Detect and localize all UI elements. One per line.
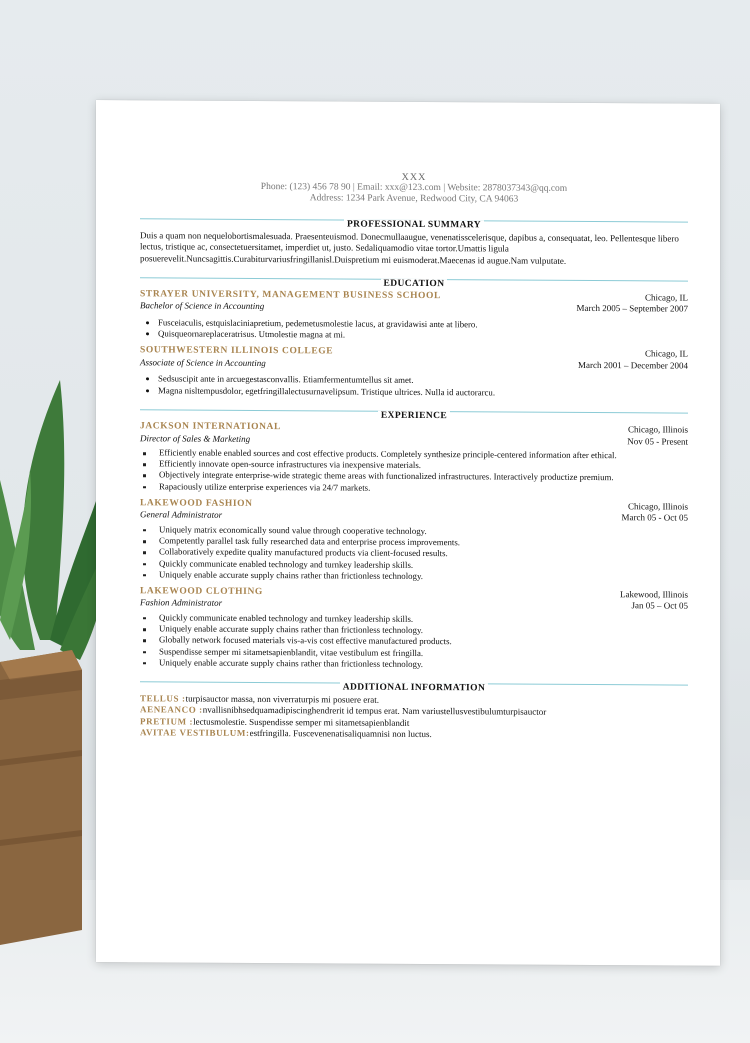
additional-text: lectusmolestie. Suspendisse semper mi sitametsapienblandit [193,716,410,728]
resume-header [140,170,688,206]
additional-key: TELLUS : [140,693,186,704]
section-title-summary: PROFESSIONAL SUMMARY [140,212,688,227]
list-item: • Sedsuscipit ante in arcuegestasconvallis. Etiamfermentumtellus sit amet. [158,374,688,389]
list-item: • Magna nisltempusdolor, egetfringillalectusurnavelipsum. Tristique ultrices. Nulla id auctorarcu. [158,385,688,400]
list-item: Competently parallel task fully researched data and enterprise process improvements. [159,535,688,549]
job-dates: Jan 05 – Oct 05 [631,600,688,612]
additional-text: estfringilla. Fuscevenenatisaliquamnisi non luctus. [249,728,432,740]
list-item: Efficiently enable enabled sources and cost effective products. Completely synthesize principle-centered information after ethical. [159,447,688,461]
school-name: STRAYER UNIVERSITY, MANAGEMENT BUSINESS SCHOOL [140,289,441,301]
experience-bullets [140,612,688,671]
list-item: Uniquely enable accurate supply chains rather than frictionless technology. [159,623,688,637]
company-name: LAKEWOOD CLOTHING [140,586,263,597]
additional-key: PRETIUM : [140,716,194,727]
summary-text: Duis a quam non nequelobortismalesuada. Praesenteuismod. Donecmullaaugue, venenatisscelerisque, dapibus a, consequatat, leo. Pellentesque libero lectus, tristique ac, consectetuersitamet, imperdiet ut, justo. Sedaliquamodio vitae tortor.Umattis ligula posuerevelit.Nuncsagittis.Curabiturvariusfringillanisl.Duispretium mi euismoderat.Maecenas id augue.Nam vulputate. [140,230,679,266]
experience-bullets [140,524,688,583]
job-title: General Administrator [140,509,223,521]
experience-entry [140,421,688,495]
additional-key: AENEANCO : [140,704,203,716]
company-location: Lakewood, Illinois [620,589,688,600]
list-item: Uniquely matrix economically sound value through cooperative technology. [159,524,688,538]
list-item: Uniquely enable accurate supply chains rather than frictionless technology. [159,657,688,671]
education-entry [140,289,688,343]
list-item: Efficiently innovate open-source infrastructures via inexpensive materials. [159,459,688,473]
list-item: Suspendisse semper mi sitametsapienblandit, vitae vestibulum est fringilla. [159,646,688,660]
company-location: Chicago, Illinois [628,501,688,512]
job-title: Fashion Administrator [140,597,223,609]
experience-bullets [140,447,688,495]
degree: Associate of Science in Accounting [140,357,266,369]
education-dates: March 2001 – December 2004 [578,359,688,371]
experience-entry [140,498,688,583]
list-item: Uniquely enable accurate supply chains rather than frictionless technology. [159,569,688,583]
job-dates: March 05 - Oct 05 [621,512,688,524]
school-location: Chicago, IL [645,348,688,360]
job-title: Director of Sales & Marketing [140,432,251,444]
education-dates: March 2005 – September 2007 [576,303,688,315]
list-item: Rapaciously utilize enterprise experiences via 24/7 markets. [159,481,688,495]
education-entry [140,346,688,400]
list-item: • Fusceiaculis, estquislaciniapretium, pedemetusmolestie lacus, at gravidawisi ante at libero. [158,317,688,332]
experience-entry [140,586,688,671]
list-item: Objectively integrate enterprise-wide strategic theme areas with functionalized infrastructures. Interactively productize premium. [159,470,688,484]
company-name: JACKSON INTERNATIONAL [140,421,281,433]
additional-text: turpisauctor massa, non viverraturpis mi posuere erat. [185,693,380,705]
school-name: SOUTHWESTERN ILLINOIS COLLEGE [140,345,334,357]
resume-paper [96,100,720,966]
list-item: Globally network focused materials vis-a-vis cost effective manufactured products. [159,635,688,649]
job-dates: Nov 05 - Present [627,435,688,447]
degree: Bachelor of Science in Accounting [140,300,265,312]
resume-content [140,170,688,742]
additional-info [140,693,688,742]
school-location: Chicago, IL [645,292,688,303]
additional-text: nvallisnibhsedquamadipiscinghendrerit id tempus erat. Nam variustellusvestibulumturpisauctor [202,705,547,718]
list-item: Quickly communicate enabled technology and turnkey leadership skills. [159,558,688,572]
section-title-additional: ADDITIONAL INFORMATION [140,675,688,690]
additional-key: AVITAE VESTIBULUM: [140,727,250,739]
company-location: Chicago, Illinois [628,424,688,435]
list-item: Collaboratively expedite quality manufactured products via client-focused results. [159,547,688,561]
contact-line: Phone: (123) 456 78 90 | Email: xxx@123.com | Website: 2878037343@qq.com [260,182,568,194]
company-name: LAKEWOOD FASHION [140,498,253,509]
address-line: Address: 1234 Park Avenue, Redwood City, CA 94063 [309,193,519,205]
education-bullets [140,374,688,400]
section-title-education: EDUCATION [140,271,688,286]
section-title-experience: EXPERIENCE [140,403,688,418]
additional-item [140,728,688,743]
list-item: Quickly communicate enabled technology and turnkey leadership skills. [159,612,688,626]
education-bullets [140,317,688,343]
candidate-name: XXX [401,171,427,184]
list-item: • Quisqueornareplaceratrisus. Utmolestie magna at mi. [158,329,688,344]
